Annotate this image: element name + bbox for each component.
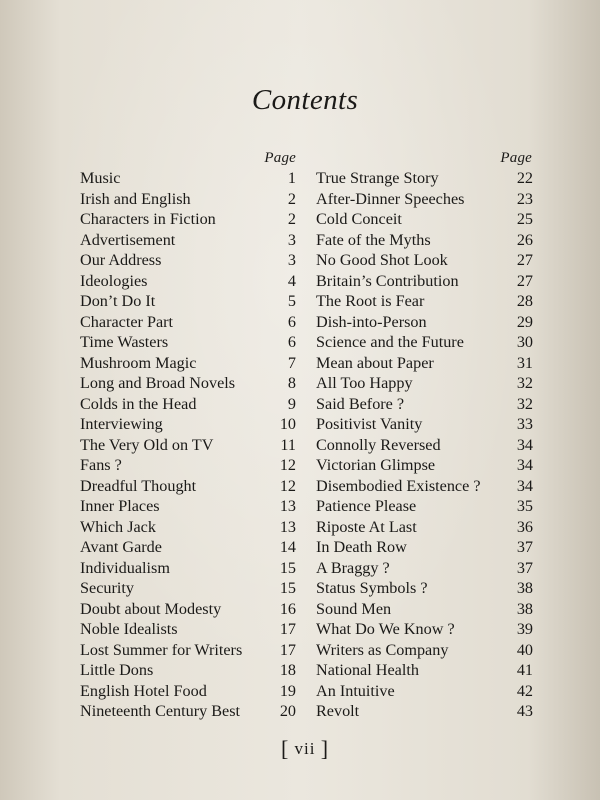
entry-page-number: 42 (516, 681, 533, 700)
entry-title: Lost Summer for Writers (80, 640, 243, 659)
folio-number: vii (294, 739, 316, 758)
entry-title: In Death Row (316, 538, 407, 556)
entry-page-number: 15 (279, 579, 296, 597)
entry-page-number: 32 (516, 394, 533, 413)
folio-close-bracket: ] (320, 736, 330, 761)
contents-entry (316, 209, 535, 230)
entry-page-number: 35 (516, 497, 533, 515)
entry-title: Positivist Vanity (316, 415, 423, 433)
contents-entry (80, 537, 298, 558)
entry-title: An Intuitive (316, 681, 395, 700)
entry-title: Little Dons (80, 661, 154, 679)
entry-page-number: 31 (516, 353, 533, 372)
entry-title: Britain’s Contribution (316, 271, 459, 290)
contents-entry (316, 701, 535, 722)
entry-page-number: 23 (516, 189, 533, 208)
entry-title: Individualism (80, 558, 170, 577)
contents-entry (316, 312, 535, 333)
entry-title: Said Before ? (316, 394, 405, 413)
contents-entry (80, 250, 298, 271)
entry-title: Doubt about Modesty (80, 599, 222, 618)
page-title: Contents (251, 84, 359, 116)
entry-title: A Braggy ? (316, 558, 390, 577)
entry-title: Fate of the Myths (316, 230, 431, 249)
contents-entry (316, 455, 535, 476)
entry-title: English Hotel Food (80, 681, 207, 700)
contents-entry (80, 209, 298, 230)
entry-title: Noble Idealists (80, 620, 178, 638)
entry-page-number: 37 (516, 538, 533, 556)
contents-entry (316, 558, 535, 579)
entry-title: National Health (316, 661, 419, 679)
contents-entry (80, 271, 298, 292)
entry-page-number: 12 (279, 456, 296, 474)
entry-page-number: 18 (279, 661, 296, 679)
entry-page-number: 5 (287, 292, 296, 310)
entry-title: Colds in the Head (80, 394, 197, 413)
entry-title: Music (80, 169, 121, 187)
contents-entry (80, 414, 298, 435)
entry-page-number: 34 (516, 435, 533, 454)
entry-title: Dish-into-Person (316, 312, 427, 331)
entry-title: Cold Conceit (316, 210, 402, 228)
entry-page-number: 27 (516, 251, 533, 269)
entry-page-number: 14 (279, 538, 296, 556)
entry-page-number: 36 (516, 517, 533, 536)
contents-entry (80, 476, 298, 497)
entry-page-number: 34 (516, 456, 533, 474)
entry-page-number: 3 (287, 230, 296, 249)
entry-title: Sound Men (316, 599, 392, 618)
entry-page-number: 4 (287, 271, 296, 290)
contents-entry (316, 353, 535, 374)
entry-title: Mushroom Magic (80, 353, 197, 372)
entry-title: Writers as Company (316, 640, 449, 659)
entry-page-number: 11 (280, 435, 296, 454)
contents-entry (80, 496, 298, 517)
left-contents-column (80, 168, 298, 722)
entry-page-number: 3 (287, 251, 296, 269)
entry-page-number: 9 (287, 394, 296, 413)
entry-page-number: 32 (516, 374, 533, 392)
entry-page-number: 29 (516, 312, 533, 331)
entry-title: Science and the Future (316, 333, 464, 351)
entry-title: Which Jack (80, 517, 156, 536)
entry-title: The Very Old on TV (80, 435, 214, 454)
entry-page-number: 17 (279, 620, 296, 638)
contents-entry (316, 394, 535, 415)
entry-title: Advertisement (80, 230, 176, 249)
entry-page-number: 38 (516, 579, 533, 597)
entry-page-number: 16 (279, 599, 296, 618)
contents-entry (80, 189, 298, 210)
right-page-column-header: Page (500, 150, 532, 166)
contents-entry (80, 558, 298, 579)
contents-entry (80, 312, 298, 333)
contents-entry (80, 599, 298, 620)
contents-entry (80, 230, 298, 251)
entry-title: Ideologies (80, 271, 148, 290)
entry-title: Security (80, 579, 134, 597)
contents-entry (80, 353, 298, 374)
contents-entry (316, 578, 535, 599)
entry-title: Inner Places (80, 497, 160, 515)
contents-entry (80, 373, 298, 394)
entry-page-number: 6 (287, 333, 296, 351)
contents-entry (316, 271, 535, 292)
entry-title: Fans ? (80, 456, 122, 474)
entry-title: Status Symbols ? (316, 579, 428, 597)
contents-entry (316, 414, 535, 435)
contents-entry (80, 435, 298, 456)
entry-page-number: 26 (516, 230, 533, 249)
contents-entry (316, 291, 535, 312)
entry-title: Revolt (316, 702, 360, 720)
entry-title: What Do We Know ? (316, 620, 455, 638)
page-number-folio (0, 734, 600, 760)
entry-page-number: 13 (279, 497, 296, 515)
entry-page-number: 20 (279, 702, 296, 720)
contents-entry (316, 189, 535, 210)
entry-page-number: 17 (279, 640, 296, 659)
contents-entry (316, 599, 535, 620)
entry-title: Characters in Fiction (80, 210, 216, 228)
entry-title: Time Wasters (80, 333, 169, 351)
contents-entry (80, 578, 298, 599)
entry-page-number: 22 (516, 169, 533, 187)
entry-title: Irish and English (80, 189, 191, 208)
entry-title: The Root is Fear (316, 292, 425, 310)
entry-page-number: 39 (516, 620, 533, 638)
contents-entry (316, 619, 535, 640)
entry-title: Our Address (80, 251, 162, 269)
right-contents-column (316, 168, 535, 722)
contents-entry (80, 455, 298, 476)
entry-title: Don’t Do It (80, 292, 156, 310)
contents-entry (80, 681, 298, 702)
entry-page-number: 34 (516, 476, 533, 495)
entry-page-number: 43 (516, 702, 533, 720)
entry-page-number: 8 (287, 374, 296, 392)
entry-title: Dreadful Thought (80, 476, 197, 495)
contents-entry (80, 701, 298, 722)
contents-entry (80, 660, 298, 681)
contents-entry (316, 230, 535, 251)
entry-page-number: 13 (279, 517, 296, 536)
entry-title: Riposte At Last (316, 517, 417, 536)
entry-page-number: 37 (516, 558, 533, 577)
entry-page-number: 40 (516, 640, 533, 659)
entry-title: Mean about Paper (316, 353, 434, 372)
entry-page-number: 7 (287, 353, 296, 372)
entry-title: Disembodied Existence ? (316, 476, 481, 495)
entry-page-number: 25 (516, 210, 533, 228)
entry-page-number: 2 (287, 210, 296, 228)
entry-page-number: 28 (516, 292, 533, 310)
entry-page-number: 1 (287, 169, 296, 187)
contents-entry (80, 640, 298, 661)
folio-open-bracket: [ (280, 736, 290, 761)
contents-entry (80, 517, 298, 538)
entry-page-number: 27 (516, 271, 533, 290)
contents-entry (316, 640, 535, 661)
entry-title: Long and Broad Novels (80, 374, 236, 392)
entry-title: All Too Happy (316, 374, 413, 392)
contents-entry (316, 537, 535, 558)
entry-page-number: 12 (279, 476, 296, 495)
entry-title: After-Dinner Speeches (316, 189, 465, 208)
entry-title: Avant Garde (80, 538, 162, 556)
contents-entry (316, 517, 535, 538)
contents-entry (316, 660, 535, 681)
contents-entry (80, 291, 298, 312)
entry-title: Patience Please (316, 497, 417, 515)
entry-title: Character Part (80, 312, 174, 331)
entry-title: Nineteenth Century Best (80, 702, 241, 720)
entry-title: Interviewing (80, 415, 163, 433)
contents-entry (316, 250, 535, 271)
entry-page-number: 41 (516, 661, 533, 679)
contents-entry (316, 373, 535, 394)
entry-page-number: 38 (516, 599, 533, 618)
entry-page-number: 19 (279, 681, 296, 700)
contents-entry (316, 476, 535, 497)
entry-page-number: 33 (516, 415, 533, 433)
contents-entry (316, 681, 535, 702)
entry-page-number: 30 (516, 333, 533, 351)
entry-title: Victorian Glimpse (316, 456, 436, 474)
contents-entry (80, 619, 298, 640)
contents-entry (316, 332, 535, 353)
entry-title: True Strange Story (316, 169, 439, 187)
entry-title: Connolly Reversed (316, 435, 441, 454)
entry-title: No Good Shot Look (316, 251, 448, 269)
entry-page-number: 2 (287, 189, 296, 208)
entry-page-number: 15 (279, 558, 296, 577)
contents-entry (316, 435, 535, 456)
left-page-column-header: Page (264, 150, 296, 166)
contents-entry (80, 168, 298, 189)
entry-page-number: 10 (279, 415, 296, 433)
contents-entry (80, 332, 298, 353)
contents-entry (80, 394, 298, 415)
entry-page-number: 6 (287, 312, 296, 331)
contents-entry (316, 496, 535, 517)
contents-entry (316, 168, 535, 189)
